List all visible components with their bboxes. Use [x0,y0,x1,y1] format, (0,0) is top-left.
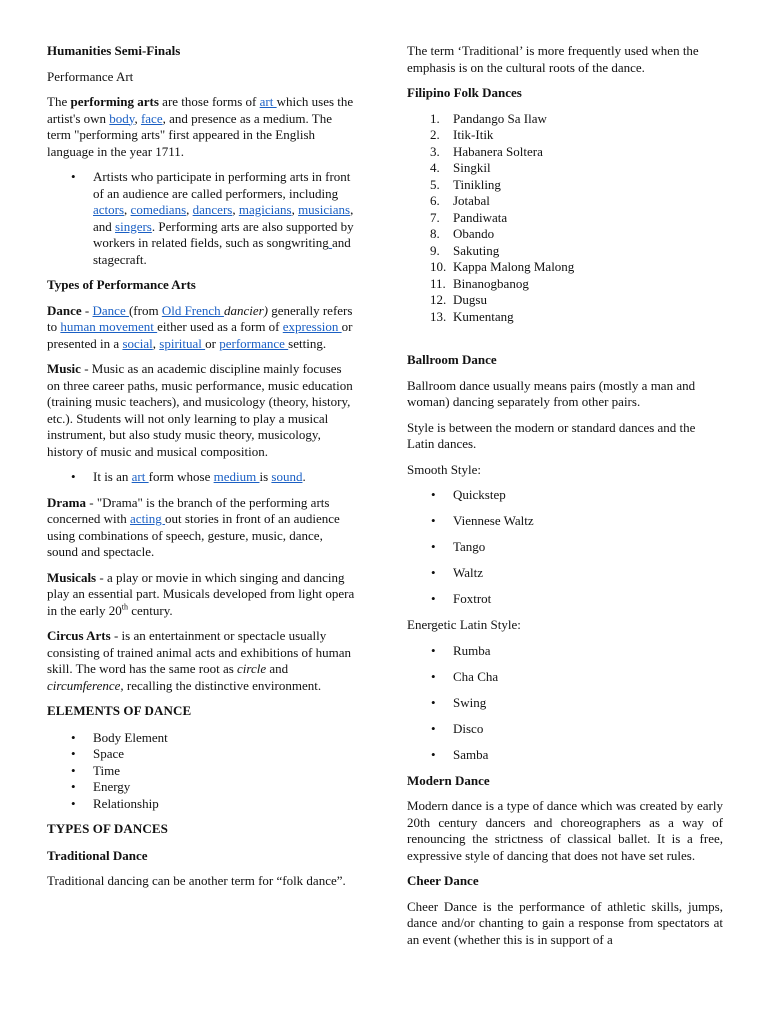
list-item: 7. Pandiwata [430,209,508,225]
list-item: • Waltz [453,565,723,582]
types-of-dances-heading: TYPES OF DANCES [47,821,168,836]
link-human-movement[interactable]: human movement [60,319,158,334]
latin-style-list [407,643,723,764]
list-item: • Quickstep [453,487,723,504]
link-singers[interactable]: singers [115,218,152,234]
link-magicians[interactable]: magicians [238,202,292,217]
elements-heading: ELEMENTS OF DANCE [47,703,192,718]
list-item: 9. Sakuting [430,242,500,258]
list-item: • Space [93,746,357,763]
ballroom-paragraph: Ballroom dance usually means pairs (mostly a man and woman) dancing separately from other pairs. [407,377,696,409]
link-social[interactable]: social [122,335,153,351]
circus-paragraph: Circus Arts - is an entertainment or spectacle usually consisting of trained animal acts and exhibitions of human skill. The word has the same root as circle and circumference, recalling the distinctive environment. [47,628,351,693]
link-expression[interactable]: expression [282,319,342,334]
list-item: • Cha Cha [453,669,723,686]
list-item: 12. Dugsu [430,292,487,307]
list-item: • Viennese Waltz [453,513,723,530]
cheer-heading: Cheer Dance [407,873,479,888]
list-item: • Time [93,763,357,780]
drama-paragraph: Drama - "Drama" is the branch of the performing arts concerned with acting out stories in front of an audience using combinations of speech, gesture, music, dance, sound and spectacle. [47,494,340,559]
smooth-style-list [407,487,723,608]
list-item: • Relationship [93,796,357,813]
list-item: 8. Obando [430,226,495,241]
list-item: • Body Element [93,730,357,747]
link-body[interactable]: body [109,110,135,126]
document-title: Humanities Semi-Finals [47,43,181,58]
list-item: • It is an art form whose medium is sound. [93,469,357,486]
link-acting[interactable]: acting [130,511,166,526]
list-item: 1. Pandango Sa Ilaw [430,110,547,126]
link-sound[interactable]: sound [271,469,303,484]
list-item: 13. Kumentang [430,308,514,324]
list-item: 3. Habanera Soltera [430,143,543,159]
list-item: • Rumba [453,643,723,660]
section-subtitle: Performance Art [47,68,134,84]
elements-list [47,730,357,813]
link-face[interactable]: face [140,110,163,126]
list-item: • Samba [453,747,723,764]
filipino-heading: Filipino Folk Dances [407,85,522,100]
left-column [47,43,357,899]
cheer-paragraph: Cheer Dance is the performance of athletic skills, jumps, dance and/or chanting to gain a response from spectators at an event (whether this is in support of a [407,898,723,947]
list-item: • Artists who participate in performing arts in front of an audience are called performers, including actors, comedians, dancers, magicians, musicians, and singers. Performing arts are also supported by workers in related fields, such as songwriting and stagecraft. [93,169,357,268]
music-paragraph: Music - Music as an academic discipline mainly focuses on three career paths, music performance, music education (training music teachers), and musicology (theory, history, etc.). Students will not only learning to play a musical instrument, but also study music theory, musicology, history of music and musical composition. [47,361,353,459]
link-actors[interactable]: actors [93,202,125,217]
traditional-heading: Traditional Dance [47,847,148,863]
list-item: 6. Jotabal [430,193,490,208]
link-musicians[interactable]: musicians [298,202,351,217]
link-old-french[interactable]: Old French [161,302,224,318]
list-item: 10. Kappa Malong Malong [430,259,575,274]
ballroom-style-paragraph: Style is between the modern or standard dances and the Latin dances. [407,419,696,451]
link-dancers[interactable]: dancers [192,202,233,217]
link-medium[interactable]: medium [213,469,260,484]
traditional-continued: The term ‘Traditional’ is more frequently used when the emphasis is on the cultural roots of the dance. [407,43,699,75]
ballroom-heading: Ballroom Dance [407,352,497,367]
modern-paragraph: Modern dance is a type of dance which was created by early 20th century dancers and choreographers as a way of renouncing the strictness of classical ballet. It is a free, expressive style of dancing that does not have set rules. [407,798,723,863]
musicals-paragraph: Musicals - a play or movie in which singing and dancing play an essential part. Musicals developed from light opera in the early 20th century. [47,569,355,618]
link-comedians[interactable]: comedians [130,202,187,217]
list-item: 4. Singkil [430,160,491,175]
link-spiritual[interactable]: spiritual [159,335,206,351]
filipino-dances-list [407,111,723,326]
list-item: • Foxtrot [453,591,723,608]
list-item: 2. Itik-Itik [430,127,494,142]
list-item: • Swing [453,695,723,712]
link-art[interactable]: art [259,94,277,109]
latin-style-label: Energetic Latin Style: [407,617,521,632]
list-item: • Energy [93,779,357,796]
list-item: 11. Binanogbanog [430,275,529,291]
list-item: 5. Tinikling [430,176,501,192]
link-dance[interactable]: Dance [92,302,129,318]
list-item: • Disco [453,721,723,738]
traditional-paragraph: Traditional dancing can be another term for “folk dance”. [47,873,346,888]
smooth-style-label: Smooth Style: [407,461,482,477]
link-performance[interactable]: performance [219,335,289,351]
right-column [407,43,723,957]
list-item: • Tango [453,539,723,556]
modern-heading: Modern Dance [407,772,490,788]
intro-paragraph: The performing arts are those forms of art which uses the artist's own body, face, and presence as a medium. The term "performing arts" first appeared in the English language in the year 1711. [47,94,354,159]
performers-list [47,169,357,268]
link-art-music[interactable]: art [131,469,149,484]
types-heading: Types of Performance Arts [47,277,196,292]
music-list [47,469,357,486]
dance-paragraph: Dance - Dance (from Old French dancier) generally refers to human movement either used as a form of expression or presented in a social, spiritual or performance setting. [47,302,353,351]
